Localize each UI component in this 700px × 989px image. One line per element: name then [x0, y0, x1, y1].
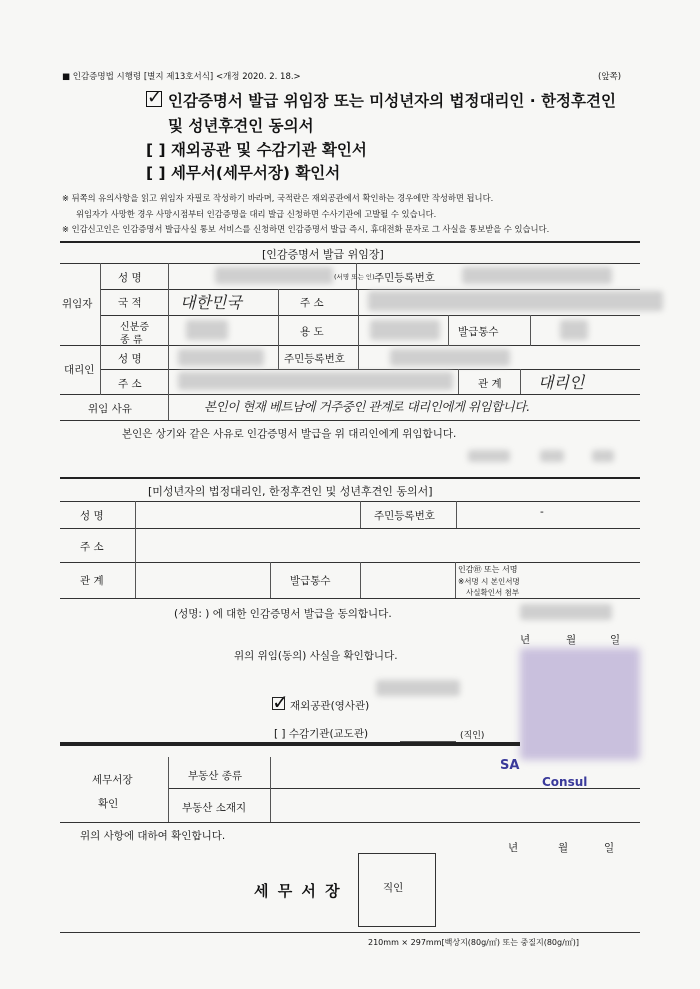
redacted-delegator-rrn — [462, 267, 612, 284]
consent-date-month: 월 — [566, 634, 577, 646]
tax-office-label-1: 세무서장 — [92, 774, 133, 786]
id-type-label-2: 종 류 — [120, 335, 143, 346]
prison-label: [ ] 수감기관(교도관) — [274, 728, 369, 740]
confirm-statement: 위의 위임(동의) 사실을 확인합니다. — [234, 650, 398, 662]
consent-seal-line2: ※서명 시 본인서명 — [458, 577, 520, 586]
consent-statement: (성명: ) 에 대한 인감증명서 발급을 동의합니다. — [174, 608, 392, 620]
stamp-text-1: SA — [500, 758, 520, 773]
tax-date-month: 월 — [558, 842, 569, 854]
consent-date-day: 일 — [610, 634, 621, 646]
title-check-mark: ✓ — [147, 87, 163, 108]
consent-rrn-value: - — [540, 506, 544, 518]
delegator-label: 위임자 — [62, 298, 93, 310]
title-checkbox — [146, 91, 162, 107]
redacted-agent-address — [178, 372, 453, 390]
paper-spec: 210mm × 297mm[백상지(80g/㎡) 또는 중질지(80g/㎡)] — [368, 938, 580, 947]
page-side-label: (앞쪽) — [598, 72, 622, 82]
consent-issue-count-label: 발급통수 — [290, 575, 331, 587]
tax-date-year: 년 — [508, 842, 519, 854]
title-main: 인감증명서 발급 위임장 또는 미성년자의 법정대리인 · 한정후견인 — [168, 92, 616, 110]
tax-office-label-2: 확인 — [98, 798, 119, 810]
relation-label: 관 계 — [478, 378, 502, 390]
law-reference: ■ 인감증명법 시행령 [별지 제13호서식] <개정 2020. 2. 18.> — [62, 72, 301, 82]
redacted-delegator-address — [368, 291, 663, 311]
tax-statement: 위의 사항에 대하여 확인합니다. — [80, 830, 226, 842]
consent-name-label: 성 명 — [80, 510, 104, 522]
agent-address-label: 주 소 — [118, 378, 142, 390]
note-2: ※ 인감신고인은 인감증명서 발급사실 통보 서비스를 신청하면 인감증명서 발급 즉시, 휴대전화 문자로 그 사실을 통보받을 수 있습니다. — [62, 224, 550, 234]
agent-label: 대리인 — [64, 364, 95, 376]
tax-date-day: 일 — [604, 842, 615, 854]
title-tax-office-confirmation: [ ] 세무서(세무서장) 확인서 — [146, 164, 341, 182]
consent-date-year: 년 — [520, 634, 531, 646]
redacted-date-day — [592, 450, 614, 462]
redacted-consent-extra — [520, 604, 612, 620]
tax-chief-label: 세 무 서 장 — [254, 882, 342, 900]
redacted-delegator-name — [215, 267, 333, 284]
title-embassy-confirmation: [ ] 재외공관 및 수감기관 확인서 — [146, 141, 367, 159]
nationality-value: 대한민국 — [180, 293, 242, 312]
agent-name-label: 성 명 — [118, 353, 142, 365]
property-location-label: 부동산 소재지 — [182, 802, 247, 814]
embassy-check-mark: ✓ — [272, 690, 289, 714]
redacted-date-year — [468, 450, 510, 462]
redacted-consul-stamp — [520, 648, 640, 760]
embassy-label: 재외공관(영사관) — [290, 700, 370, 712]
consent-rrn-label: 주민등록번호 — [374, 510, 435, 522]
redacted-consul-name — [376, 680, 460, 696]
redacted-issue-count — [560, 320, 588, 340]
delegation-section-title: [인감증명서 발급 위임장] — [262, 248, 384, 261]
note-1: ※ 뒤쪽의 유의사항을 읽고 위임자 자필로 작성하기 바라며, 국적란은 재외공관에서 확인하는 경우에만 작성하면 됩니다. — [62, 193, 494, 203]
redacted-purpose — [370, 320, 440, 340]
delegator-name-label: 성 명 — [118, 272, 142, 284]
note-1b: 위임자가 사망한 경우 사망시점부터 인감증명을 대리 발급 신청하면 수사기관에 고발될 수 있습니다. — [76, 209, 437, 219]
consent-section-title: [미성년자의 법정대리인, 한정후견인 및 성년후견인 동의서] — [148, 485, 433, 498]
delegator-rrn-label: 주민등록번호 — [374, 272, 435, 284]
reason-value: 본인이 현재 베트남에 거주중인 관계로 대리인에게 위임합니다. — [204, 399, 530, 414]
tax-seal-label: 직인 — [383, 882, 404, 894]
purpose-label: 용 도 — [300, 326, 324, 338]
consent-seal-line3: 사실확인서 첨부 — [466, 588, 520, 597]
official-seal-label: (직인) — [460, 731, 485, 741]
redacted-agent-name — [178, 349, 264, 366]
delegation-statement: 본인은 상기와 같은 사유로 인감증명서 발급을 위 대리인에게 위임합니다. — [122, 428, 457, 440]
consent-seal-line1: 인감㊞ 또는 서명 — [458, 565, 518, 574]
embassy-checkbox — [272, 697, 285, 710]
id-type-label-1: 신분증 — [120, 322, 149, 333]
stamp-text-2: Consul — [542, 775, 588, 789]
reason-label: 위임 사유 — [88, 403, 132, 415]
redacted-id-type — [186, 320, 228, 340]
nationality-label: 국 적 — [118, 297, 142, 309]
consent-relation-label: 관 계 — [80, 575, 104, 587]
relation-value: 대리인 — [538, 373, 585, 392]
redacted-date-month — [540, 450, 564, 462]
consent-address-label: 주 소 — [80, 541, 104, 553]
delegator-address-label: 주 소 — [300, 297, 324, 309]
title-main-line2: 및 성년후견인 동의서 — [168, 117, 314, 135]
property-type-label: 부동산 종류 — [188, 770, 243, 782]
redacted-agent-rrn — [390, 349, 510, 366]
delegator-seal-label: (서명 또는 인) — [334, 273, 375, 281]
agent-rrn-label: 주민등록번호 — [284, 353, 345, 365]
issue-count-label: 발급통수 — [458, 326, 499, 338]
